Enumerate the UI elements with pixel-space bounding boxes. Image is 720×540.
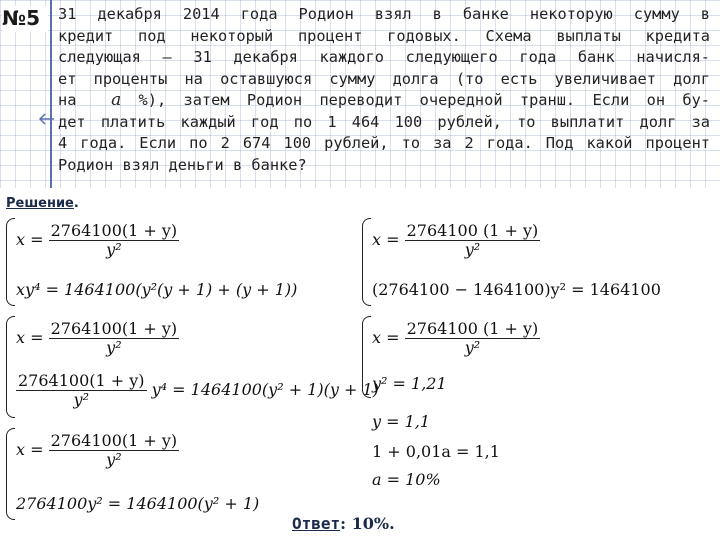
fraction: [49, 432, 180, 469]
fraction-numerator: 2764100 (1 + y): [406, 319, 539, 338]
eq-lhs: x =: [372, 328, 400, 347]
fraction-denominator: y²: [106, 338, 122, 357]
fraction-numerator: 2764100 (1 + y): [406, 221, 539, 240]
problem-line: 4 года. Если по 2 674 100 рублей, то за 2 года. Под какой процент: [58, 134, 710, 152]
problem-line: ет проценты на оставшуюся сумму долга (то есть увеличивает долг: [58, 69, 710, 88]
equation: 2764100y² = 1464100(y² + 1): [16, 494, 260, 513]
fraction-denominator: y²: [73, 390, 89, 409]
eq-lhs: x =: [16, 440, 44, 459]
system-left-2: [6, 316, 379, 420]
system-left-3: [6, 428, 306, 522]
problem-line: 31 декабря 2014 года Родион взял в банке некоторую сумму в: [58, 5, 710, 23]
equation: [372, 222, 540, 259]
equation: [16, 222, 179, 259]
brace: [362, 218, 371, 306]
fraction-denominator: y²: [106, 240, 122, 259]
fraction-denominator: y²: [106, 450, 122, 469]
fraction-numerator: 2764100(1 + y): [18, 371, 145, 390]
brace: [6, 428, 15, 520]
problem-line: кредит под некоторый процент годовых. Схема выплаты кредита: [58, 26, 710, 45]
equation: y² = 1,21: [372, 374, 447, 393]
equation: [16, 372, 379, 409]
margin-line: [50, 0, 52, 188]
equation: [16, 320, 179, 357]
margin-arrow-icon: [36, 112, 56, 126]
problem-line: следующая – 31 декабря каждого следующего года банк начисля-: [58, 48, 710, 66]
fraction-numerator: 2764100(1 + y): [50, 431, 178, 450]
equation: [16, 432, 179, 469]
answer-colon: :: [340, 514, 347, 533]
fraction: [49, 222, 180, 259]
equation: xy⁴ = 1464100(y²(y + 1) + (y + 1)): [16, 280, 298, 299]
equation: (2764100 − 1464100)y² = 1464100: [372, 280, 661, 299]
eq-rest: y⁴ = 1464100(y² + 1)(y + 1): [151, 380, 379, 399]
fraction-numerator: 2764100(1 + y): [50, 319, 178, 338]
answer: [292, 514, 395, 533]
fraction-numerator: 2764100(1 + y): [50, 221, 178, 240]
fraction: [49, 320, 180, 357]
problem-line: дет платить каждый год по 1 464 100 рублей, то выплатит долг за: [58, 112, 710, 131]
answer-value: 10%.: [351, 514, 395, 533]
variable-a: a: [111, 90, 122, 110]
eq-lhs: x =: [16, 328, 44, 347]
answer-label: Ответ: [292, 514, 341, 533]
equation-a-relation: 1 + 0,01a = 1,1: [372, 442, 500, 461]
brace: [6, 316, 15, 418]
system-left-1: [6, 218, 306, 308]
fraction-denominator: y²: [464, 240, 481, 259]
problem-number: №5: [2, 6, 48, 32]
brace: [362, 316, 371, 398]
problem-line-rest: %), затем Родион переводит очередной транш. Если он бу-: [138, 91, 710, 109]
solution-heading-dot: .: [73, 196, 79, 211]
fraction: [16, 372, 147, 409]
fraction-denominator: y²: [464, 338, 481, 357]
system-right-2: [362, 316, 602, 400]
brace: [6, 218, 15, 306]
equation: [372, 320, 540, 357]
eq-lhs: x =: [372, 230, 400, 249]
problem-text: [58, 4, 710, 176]
fraction: [405, 320, 541, 357]
equation-a-result: a = 10%: [372, 470, 441, 489]
equation-y-result: y = 1,1: [372, 412, 431, 431]
system-right-1: [362, 218, 662, 308]
fraction: [405, 222, 541, 259]
eq-lhs: x =: [16, 230, 44, 249]
solution-heading-label: Решение: [6, 196, 74, 211]
problem-line-start: на: [58, 91, 77, 109]
solution-heading: [6, 196, 79, 211]
problem-line: [58, 90, 710, 112]
problem-line: Родион взял деньги в банке?: [58, 155, 307, 174]
